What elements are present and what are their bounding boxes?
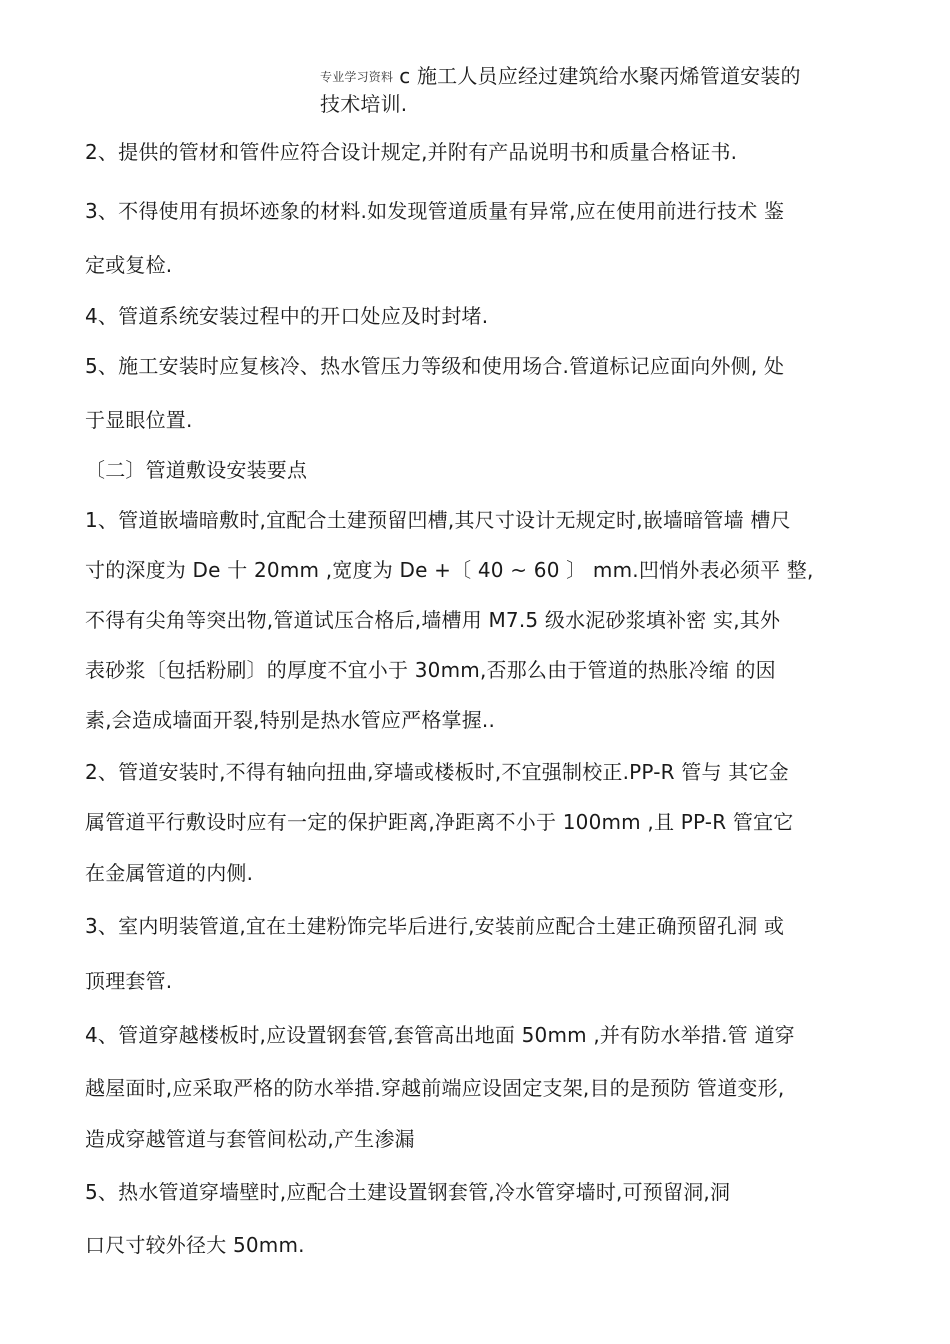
body-line: 在金属管道的内侧. [85,861,254,885]
body-line: 素,会造成墙面开裂,特别是热水管应严格掌握.. [85,708,496,732]
body-line: 2、提供的管材和管件应符合设计规定,并附有产品说明书和质量合格证书. [85,140,738,164]
body-line: 于显眼位置. [85,408,193,432]
header-line-2: 技术培训. [320,92,408,116]
body-line: 5、热水管道穿墙壁时,应配合土建设置钢套管,冷水管穿墙时,可预留洞,洞 [85,1180,731,1204]
body-line: 4、管道系统安装过程中的开口处应及时封堵. [85,304,489,328]
body-line: 寸的深度为 De 十 20mm ,宽度为 De +〔 40 ~ 60 〕 mm.凹悄外表必须平 整, [85,558,814,582]
body-line: 5、施工安装时应复核冷、热水管压力等级和使用场合.管道标记应面向外侧, 处 [85,354,785,378]
body-line: 造成穿越管道与套管间松动,产生渗漏 [85,1127,415,1151]
body-line: 口尺寸较外径大 50mm. [85,1233,305,1257]
body-line: 4、管道穿越楼板时,应设置钢套管,套管高出地面 50mm ,并有防水举措.管 道穿 [85,1023,795,1047]
body-line: 1、管道嵌墙暗敷时,宜配合土建预留凹槽,其尺寸设计无规定时,嵌墙暗管墙 槽尺 [85,508,791,532]
header-tag: 专业学习资料 [320,70,394,84]
body-line: 表砂浆〔包括粉刷〕的厚度不宜小于 30mm,否那么由于管道的热胀冷缩 的因 [85,658,776,682]
header-line-1 [320,62,801,91]
section-heading: 〔二〕管道敷设安装要点 [85,458,308,482]
body-line: 3、室内明装管道,宜在土建粉饰完毕后进行,安装前应配合土建正确预留孔洞 或 [85,914,785,938]
header-text: c 施工人员应经过建筑给水聚丙烯管道安装的 [399,64,801,88]
body-line: 顶理套管. [85,969,173,993]
body-line: 定或复检. [85,253,173,277]
body-line: 2、管道安装时,不得有轴向扭曲,穿墙或楼板时,不宜强制校正.PP-R 管与 其它金 [85,760,789,784]
body-line: 不得有尖角等突出物,管道试压合格后,墙槽用 M7.5 级水泥砂浆填补密 实,其外 [85,608,781,632]
body-line: 属管道平行敷设时应有一定的保护距离,净距离不小于 100mm ,且 PP-R 管宜它 [85,810,794,834]
body-line: 3、不得使用有损坏迹象的材料.如发现管道质量有异常,应在使用前进行技术 鉴 [85,199,785,223]
body-line: 越屋面时,应采取严格的防水举措.穿越前端应设固定支架,目的是预防 管道变形, [85,1076,785,1100]
